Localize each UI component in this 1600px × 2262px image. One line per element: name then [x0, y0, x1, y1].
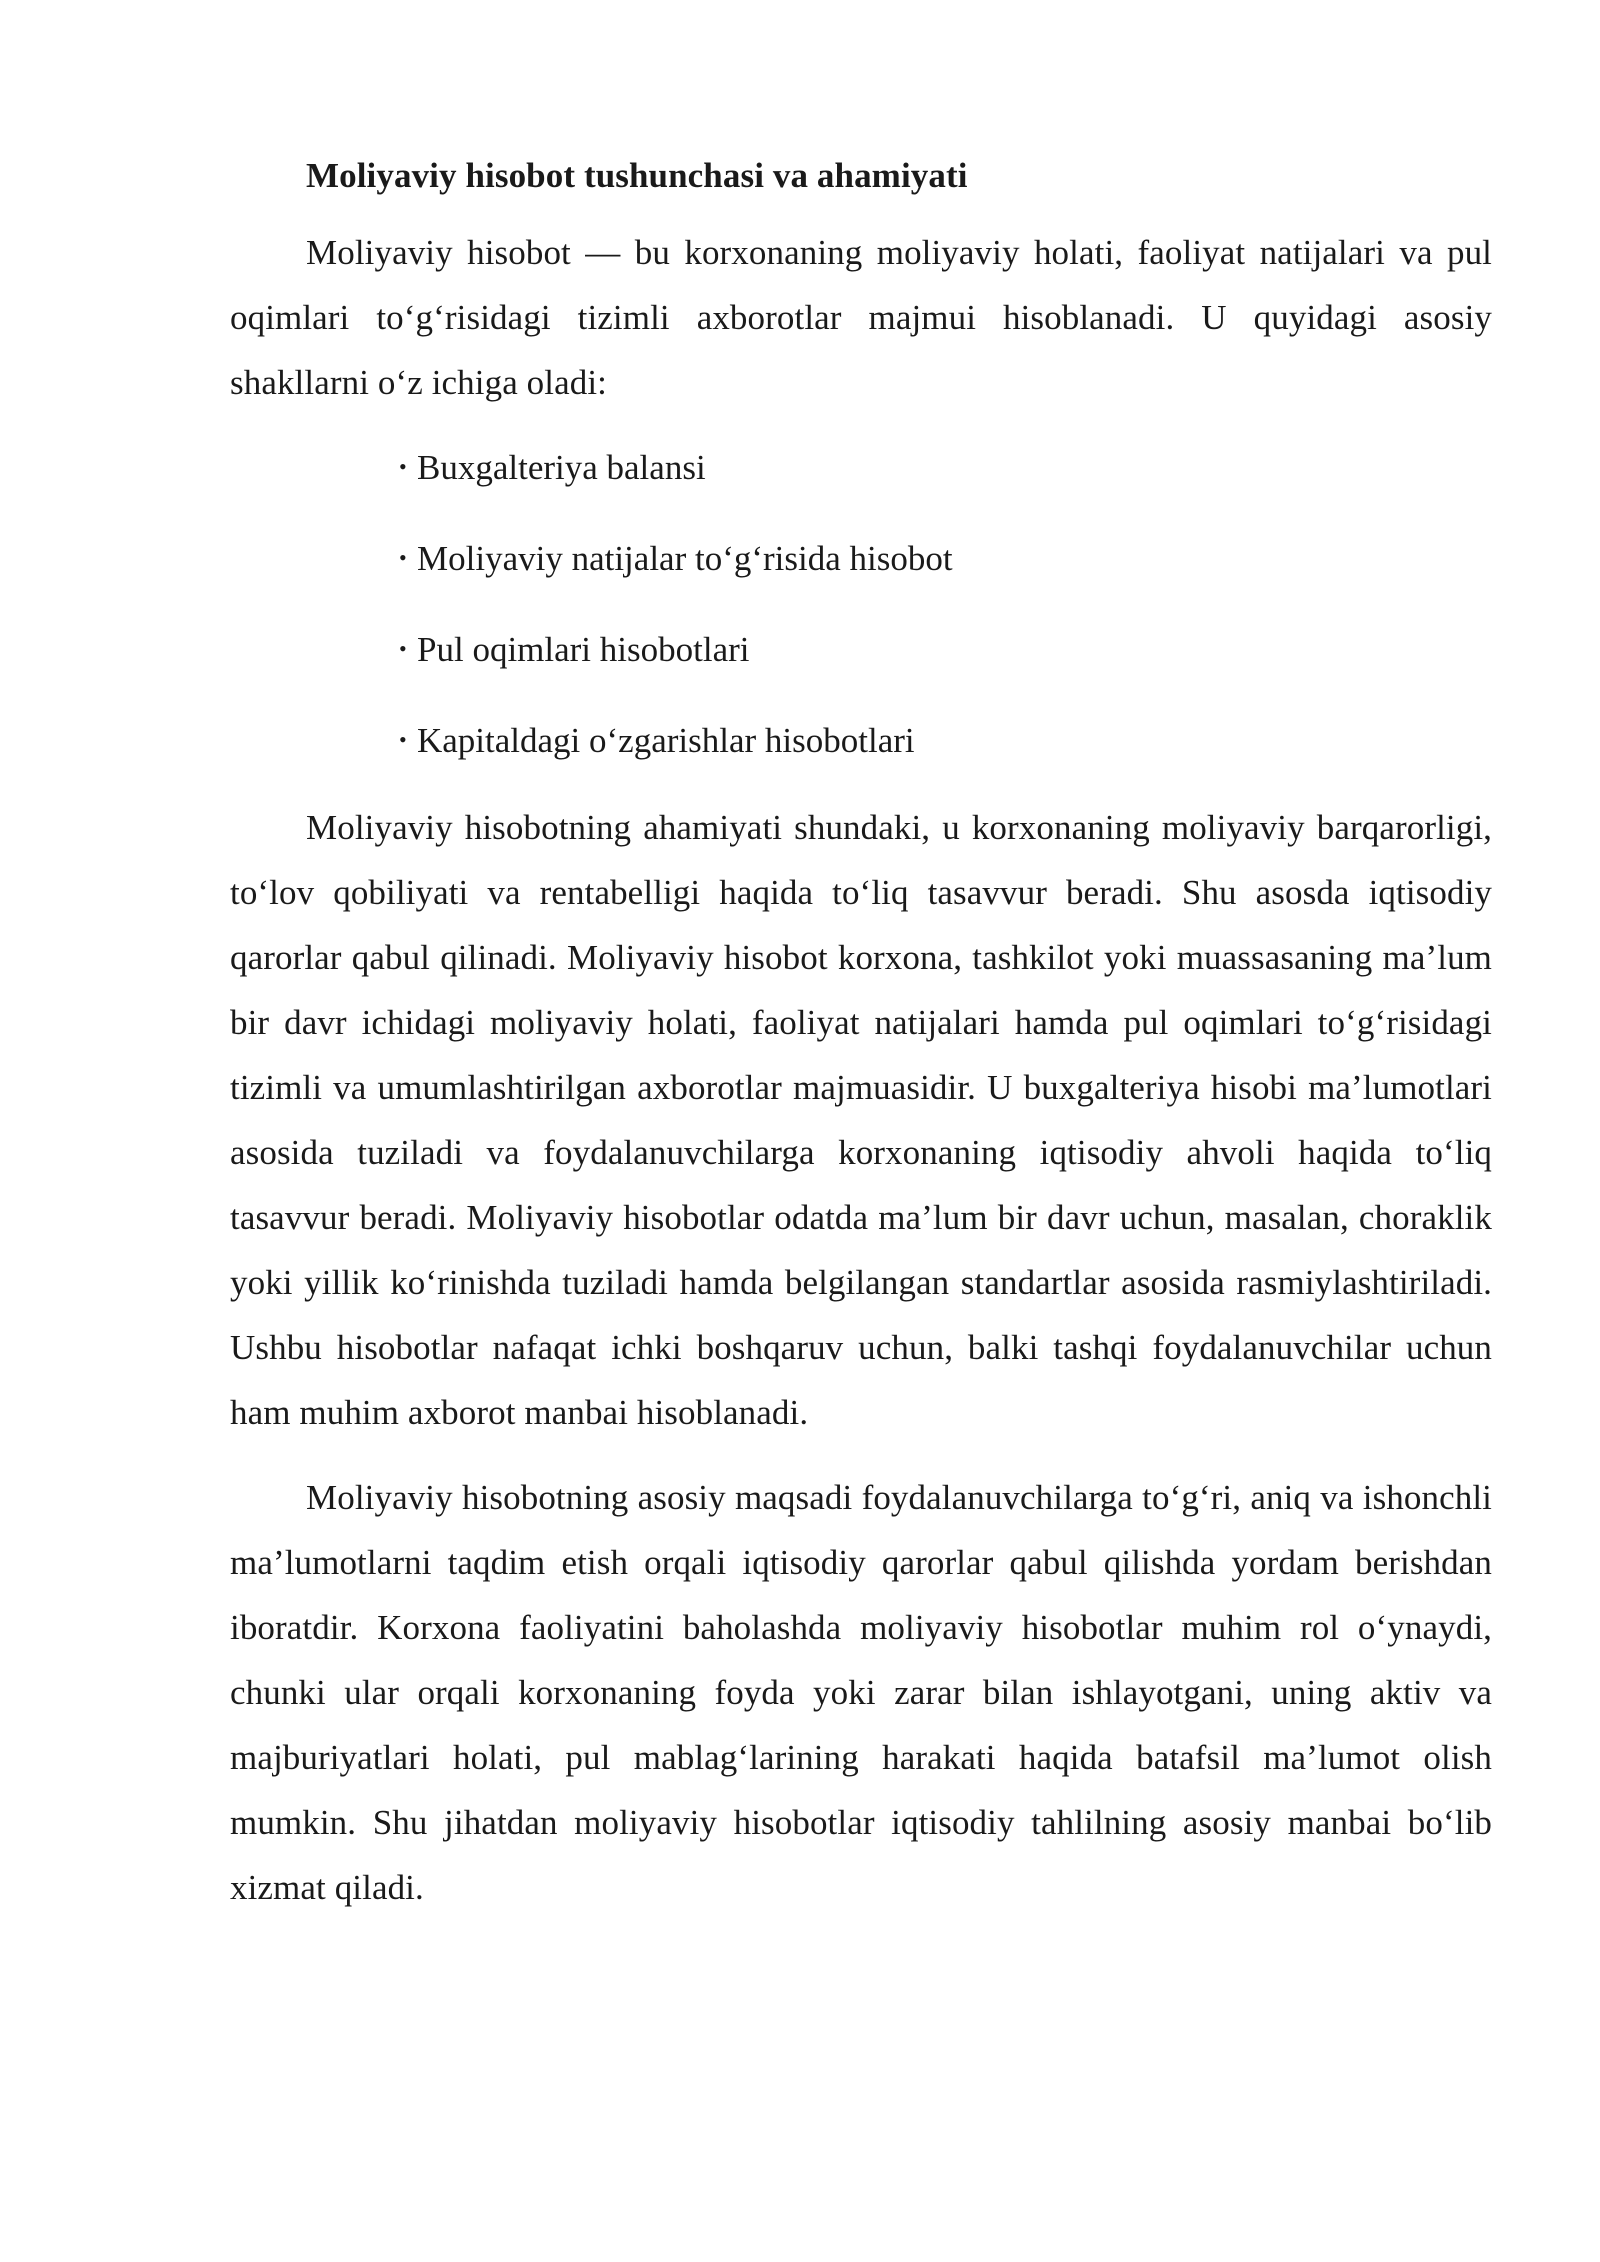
list-item-label: Moliyaviy natijalar to‘g‘risida hisobot [417, 539, 953, 578]
list-item-label: Buxgalteriya balansi [417, 448, 706, 487]
document-body [230, 150, 1492, 1920]
section-heading: Moliyaviy hisobot tushunchasi va ahamiyati [306, 156, 968, 195]
list-item-label: Kapitaldagi o‘zgarishlar hisobotlari [417, 721, 915, 760]
bullet-icon: • [399, 545, 407, 570]
intro-paragraph: Moliyaviy hisobot — bu korxonaning moliyaviy holati, faoliyat natijalari va pul oqimlari to‘g‘risidagi tizimli axborotlar majmui hisoblanadi. U quyidagi asosiy shakllarni o‘z ichiga oladi: [230, 233, 1492, 402]
list-item [399, 708, 1492, 777]
report-forms-list [230, 435, 1492, 777]
list-item-label: Pul oqimlari hisobotlari [417, 630, 750, 669]
bullet-icon: • [399, 727, 407, 752]
purpose-paragraph: Moliyaviy hisobotning asosiy maqsadi foydalanuvchilarga to‘g‘ri, aniq va ishonchli ma’lumotlarni taqdim etish orqali iqtisodiy qarorlar qabul qilishda yordam berishdan iboratdir. Korxona faoliyatini baholashda moliyaviy hisobotlar muhim rol o‘ynaydi, chunki ular orqali korxonaning foyda yoki zarar bilan ishlayotgani, uning aktiv va majburiyatlari holati, pul mablag‘larining harakati haqida batafsil ma’lumot olish mumkin. Shu jihatdan moliyaviy hisobotlar iqtisodiy tahlilning asosiy manbai bo‘lib xizmat qiladi. [230, 1478, 1492, 1907]
bullet-icon: • [399, 454, 407, 479]
significance-paragraph: Moliyaviy hisobotning ahamiyati shundaki, u korxonaning moliyaviy barqarorligi, to‘lov qobiliyati va rentabelligi haqida to‘liq tasavvur beradi. Shu asosda iqtisodiy qarorlar qabul qilinadi. Moliyaviy hisobot korxona, tashkilot yoki muassasaning ma’lum bir davr ichidagi moliyaviy holati, faoliyat natijalari hamda pul oqimlari to‘g‘risidagi tizimli va umumlashtirilgan axborotlar majmuasidir. U buxgalteriya hisobi ma’lumotlari asosida tuziladi va foydalanuvchilarga korxonaning iqtisodiy ahvoli haqida to‘liq tasavvur beradi. Moliyaviy hisobotlar odatda ma’lum bir davr uchun, masalan, choraklik yoki yillik ko‘rinishda tuziladi hamda belgilangan standartlar asosida rasmiylashtiriladi. Ushbu hisobotlar nafaqat ichki boshqaruv uchun, balki tashqi foydalanuvchilar uchun ham muhim axborot manbai hisoblanadi. [230, 808, 1492, 1432]
list-item [399, 435, 1492, 504]
bullet-icon: • [399, 636, 407, 661]
list-item [399, 617, 1492, 686]
list-item [399, 526, 1492, 595]
